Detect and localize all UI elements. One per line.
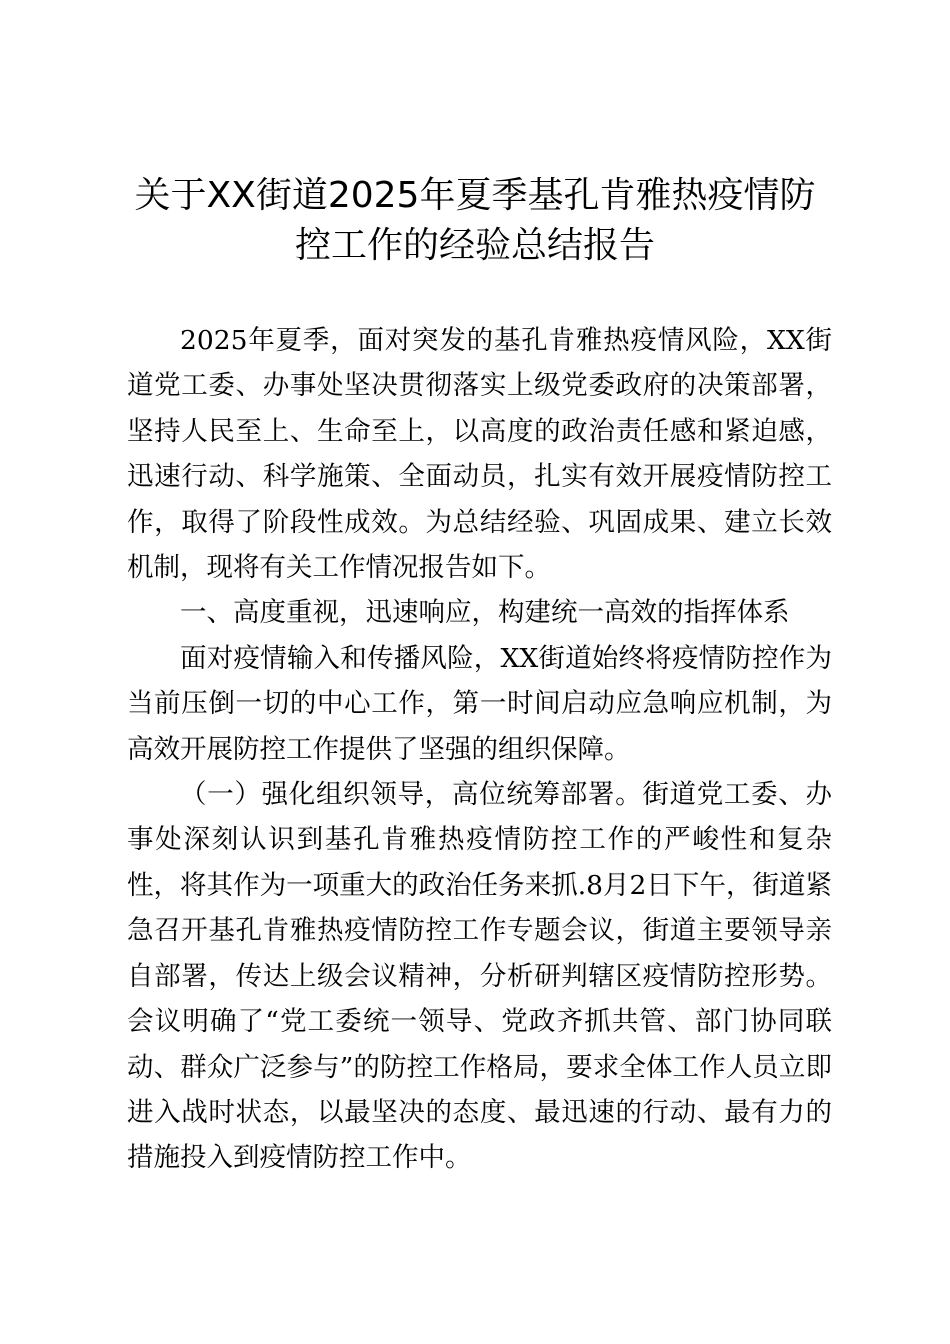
section-heading-1: 一、高度重视，迅速响应，构建统一高效的指挥体系 xyxy=(180,597,790,629)
subsection-1-paragraph: （一）强化组织领导，高位统筹部署。街道党工委、办事处深刻认识到基孔肯雅热疫情防控工作的严峻性和复杂性，将其作为一项重大的政治任务来抓.8月2日下午，街道紧急召开基孔肯雅热疫情防控工作专题会议，街道主要领导亲自部署，传达上级会议精神，分析研判辖区疫情防控形势。会议明确了“党工委统一领导、党政齐抓共管、部门协同联动、群众广泛参与”的防控工作格局，要求全体工作人员立即进入战时状态，以最坚决的态度、最迅速的行动、最有力的措施投入到疫情防控工作中。 xyxy=(127,779,832,1174)
section-1-paragraph: 面对疫情输入和传播风险，XX街道始终将疫情防控作为当前压倒一切的中心工作，第一时间启动应急响应机制，为高效开展防控工作提供了坚强的组织保障。 xyxy=(127,642,832,765)
intro-paragraph: 2025年夏季，面对突发的基孔肯雅热疫情风险，XX街道党工委、办事处坚决贯彻落实上级党委政府的决策部署，坚持人民至上、生命至上，以高度的政治责任感和紧迫感，迅速行动、科学施策、全面动员，扎实有效开展疫情防控工作，取得了阶段性成效。为总结经验、巩固成果、建立长效机制，现将有关工作情况报告如下。 xyxy=(127,325,832,584)
document-body xyxy=(127,318,832,1181)
document-title-line-2: 控工作的经验总结报告 xyxy=(294,225,655,266)
document-title-line-1: 关于XX街道2025年夏季基孔肯雅热疫情防 xyxy=(134,175,816,216)
